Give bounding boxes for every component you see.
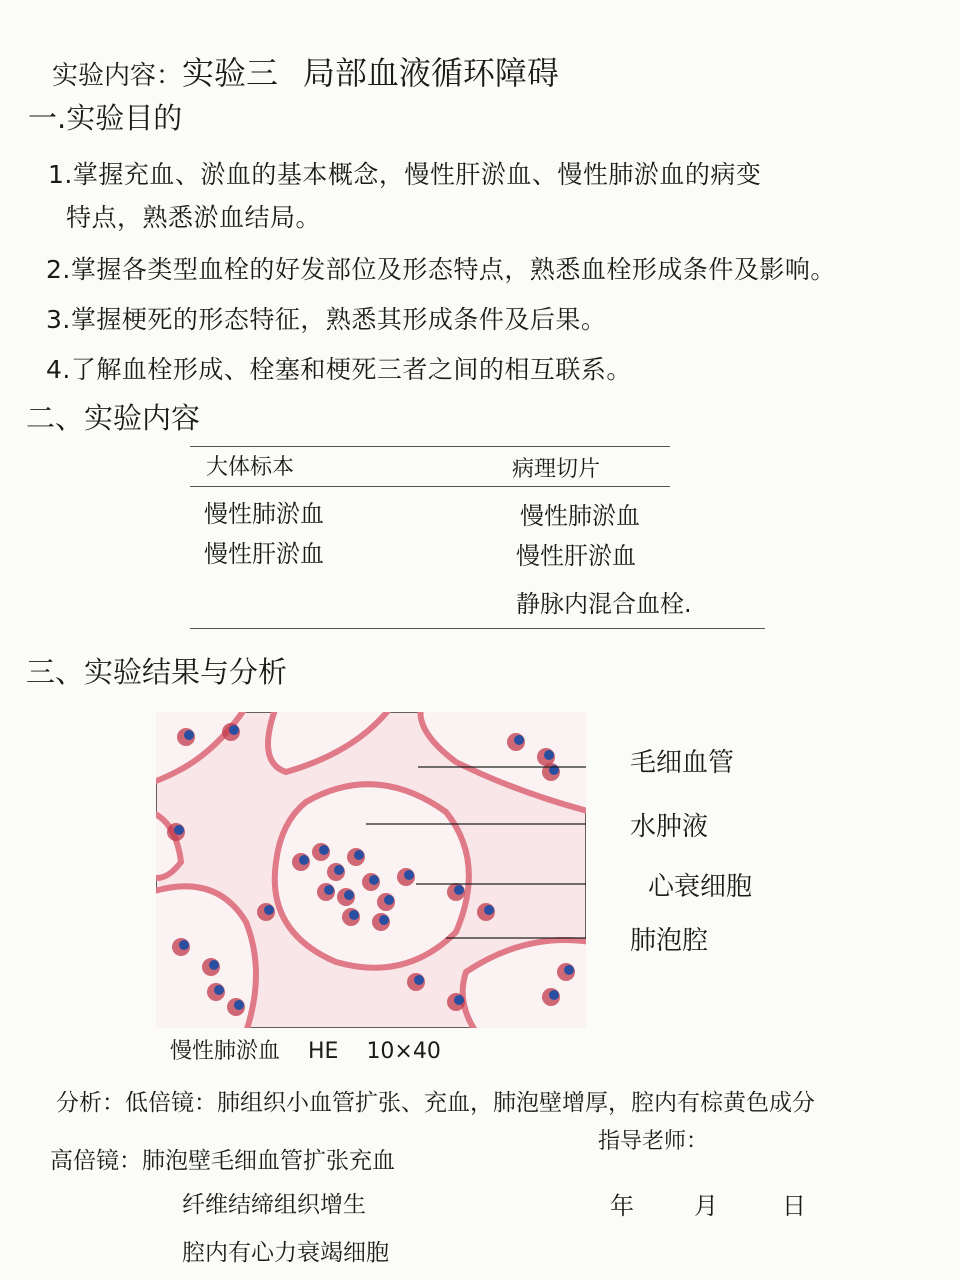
objective-item: 1.掌握充血、淤血的基本概念，慢性肝淤血、慢性肺淤血的病变 — [48, 160, 762, 189]
experiment-title: 局部血液循环障碍 — [302, 54, 559, 92]
cell-nucleus — [564, 965, 574, 975]
date-year: 年 — [610, 1192, 634, 1220]
objective-item: 2.掌握各类型血栓的好发部位及形态特点，熟悉血栓形成条件及影响。 — [46, 255, 836, 284]
caption-stain: HE — [308, 1039, 339, 1064]
analysis-high — [50, 1142, 395, 1175]
cell-nucleus — [514, 735, 524, 745]
label-edema-fluid: 水肿液 — [630, 812, 709, 842]
cell-nucleus — [349, 910, 359, 920]
table-top-rule — [190, 446, 670, 447]
header-prefix: 实验内容： — [52, 61, 183, 91]
cell-nucleus — [324, 885, 334, 895]
objective-item: 特点，熟悉淤血结局。 — [66, 203, 322, 232]
analysis-low — [56, 1084, 815, 1117]
section2-heading: 二、实验内容 — [26, 401, 201, 435]
experiment-header — [52, 48, 559, 94]
caption-magnification: 10×40 — [366, 1039, 441, 1064]
analysis-low-text: 肺组织小血管扩张、充血，肺泡壁增厚，腔内有棕黄色成分 — [217, 1090, 815, 1116]
label-heart-failure-cell: 心衰细胞 — [648, 872, 753, 902]
table-header-gross: 大体标本 — [206, 455, 295, 480]
caption-name: 慢性肺淤血 — [170, 1039, 281, 1064]
cell-nucleus — [184, 730, 194, 740]
table-bottom-rule — [190, 628, 765, 629]
cell-nucleus — [299, 855, 309, 865]
cell-nucleus — [369, 875, 379, 885]
teacher-label: 指导老师： — [598, 1129, 709, 1154]
cell-nucleus — [384, 895, 394, 905]
analysis-high-line: 腔内有心力衰竭细胞 — [182, 1240, 389, 1266]
label-capillary: 毛细血管 — [630, 748, 735, 778]
analysis-high-line: 肺泡壁毛细血管扩张充血 — [142, 1148, 395, 1174]
cell-nucleus — [549, 990, 559, 1000]
cell-nucleus — [454, 995, 464, 1005]
histology-drawing — [156, 712, 586, 1028]
table-header-rule — [190, 486, 670, 487]
cell-nucleus — [229, 725, 239, 735]
cell-nucleus — [214, 985, 224, 995]
cell-nucleus — [334, 865, 344, 875]
cell-nucleus — [484, 905, 494, 915]
cell-nucleus — [234, 1000, 244, 1010]
cell-nucleus — [544, 750, 554, 760]
analysis-high-label: 高倍镜： — [50, 1148, 142, 1174]
drawing-caption — [170, 1034, 441, 1065]
cell-nucleus — [454, 885, 464, 895]
cell-nucleus — [404, 870, 414, 880]
date-month: 月 — [694, 1192, 718, 1220]
section1-heading: 一.实验目的 — [28, 101, 183, 135]
slide-specimen: 慢性肝淤血 — [516, 542, 636, 570]
slide-specimen: 慢性肺淤血 — [520, 502, 640, 530]
gross-specimen: 慢性肝淤血 — [204, 540, 324, 568]
cell-nucleus — [414, 975, 424, 985]
section3-heading: 三、实验结果与分析 — [26, 655, 288, 689]
objective-item: 3.掌握梗死的形态特征，熟悉其形成条件及后果。 — [46, 305, 607, 334]
cell-nucleus — [354, 850, 364, 860]
analysis-high-line: 纤维结缔组织增生 — [182, 1192, 366, 1218]
slide-specimen: 静脉内混合血栓. — [516, 590, 692, 618]
date-day: 日 — [782, 1192, 806, 1220]
cell-nucleus — [209, 960, 219, 970]
gross-specimen: 慢性肺淤血 — [204, 500, 324, 528]
experiment-number: 实验三 — [182, 54, 279, 92]
cell-nucleus — [179, 940, 189, 950]
cell-nucleus — [319, 845, 329, 855]
cell-nucleus — [174, 825, 184, 835]
analysis-low-label: 分析：低倍镜： — [56, 1090, 217, 1116]
cell-nucleus — [344, 890, 354, 900]
cell-nucleus — [379, 915, 389, 925]
label-alveolar-cavity: 肺泡腔 — [630, 926, 709, 956]
cell-nucleus — [264, 905, 274, 915]
objective-item: 4.了解血栓形成、栓塞和梗死三者之间的相互联系。 — [46, 355, 632, 384]
table-header-slides: 病理切片 — [512, 457, 601, 482]
